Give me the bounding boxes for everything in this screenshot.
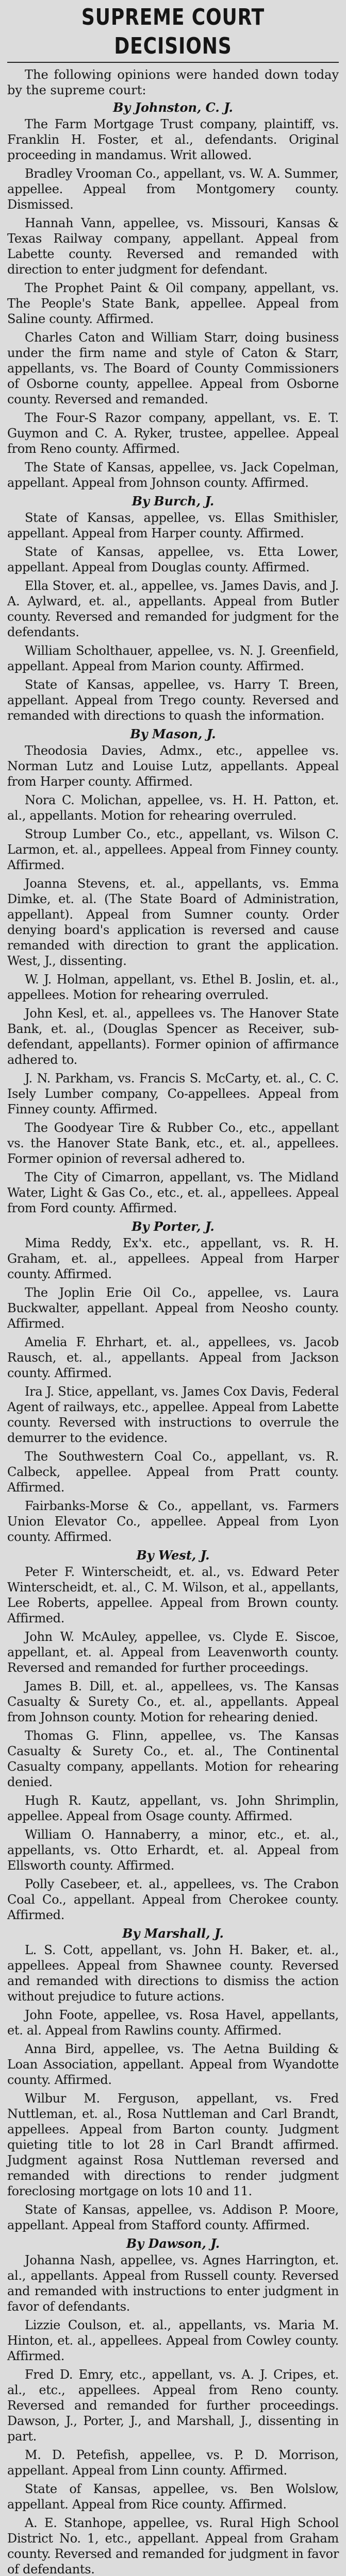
case-party: State of Kansas, (25, 511, 135, 525)
case-text: appellant, vs. John Shrimplin, appellee. Appeal from Osage county. Affirmed. (7, 1793, 339, 1823)
case-text: appellant, vs. James Cox Davis, Federal Agent of railways, etc., appellee. Appeal from Labette county. Reversed with instructions to overrule the demurrer to the evidence. (7, 1384, 339, 1445)
case-party: State of Kansas, (25, 545, 144, 559)
headline: SUPREME COURT DECISIONS (81, 4, 265, 59)
case-text: appellant, vs. Fred Nuttleman, et. al., Rosa Nuttleman and Carl Brandt, appellees. Appeal from Barton county. Judgment quieting title to lot 28 in Carl Brandt affirmed. Judgment against Rosa Nuttleman reversed and remanded with directions to render judgment foreclosing mortgage on lots 10 and 11. (7, 2091, 339, 2198)
section-heading: By Marshall, J. (122, 1926, 224, 1941)
case-text: appellant, vs. R. Calbeck, appellee. Appeal from Pratt county. Affirmed. (7, 1449, 339, 1495)
section-heading: By Dawson, J. (126, 2236, 220, 2251)
case-text: appellant, vs. Farmers Union Elevator Co., appellee. Appeal from Lyon county. Affirmed. (7, 1499, 339, 1544)
case-entry (7, 1006, 339, 1067)
case-text: et. al., vs. Edward Peter Winterscheidt, et. al., C. M. Wilson, et al., appellants, Lee Roberts, appellee. Appeal from Brown county. Affirmed. (7, 1565, 339, 1625)
case-entry (7, 280, 339, 327)
case-party: Polly Casebeer, (25, 1877, 121, 1891)
case-party: John Foote, (25, 2008, 97, 2022)
case-text: appellee, vs. Clyde E. Siscoe, appellant, et. al. Appeal from Leavenworth county. Reversed and remanded for further proceedings. (7, 1630, 339, 1675)
case-text: etc., appellant, vs. Wilson C. Larmon, et. al., appellees. Appeal from Finney county. Affirmed. (7, 827, 339, 872)
case-party: Wilbur M. Ferguson, (25, 2091, 179, 2106)
case-text: appellee, vs. Laura Buckwalter, appellant. Appeal from Neosho county. Affirmed. (7, 1285, 339, 1331)
case-entry (7, 1728, 339, 1790)
case-entry (7, 215, 339, 277)
case-text: Admx., etc., appellee vs. Norman Lutz and Louise Lutz, appellants. Appeal from Harper county. Affirmed. (7, 743, 339, 789)
case-party: M. D. Petefish, (25, 2448, 129, 2462)
case-entry (7, 2041, 339, 2088)
case-entry (7, 1564, 339, 1626)
case-text: vs. Francis S. McCarty, et. al., C. C. Isely Lumber company, Co-appellees. Appeal from Finney county. Affirmed. (7, 1071, 339, 1116)
case-entry (7, 1384, 339, 1446)
case-party: W. J. Holman, (25, 972, 109, 987)
case-party: The Prophet Paint & Oil company, (25, 281, 248, 295)
case-entry (7, 677, 339, 723)
case-text: Ex'x. etc., appellant, vs. R. H. Graham, et. al., appellees. Appeal from Harper county. Affirmed. (7, 1236, 339, 1281)
case-entry (7, 1679, 339, 1725)
case-party: Hannah Vann, (25, 216, 116, 230)
case-entry (7, 410, 339, 456)
case-entry (7, 1071, 339, 1117)
case-text: appellee, vs. N. J. Greenfield, appellant. Appeal from Marion county. Affirmed. (7, 643, 339, 673)
case-text: appellee, vs. Addison P. Moore, appellant. Appeal from Stafford county. Affirmed. (7, 2202, 339, 2232)
opinions-list (7, 100, 339, 2576)
section-heading: By Johnston, C. J. (113, 100, 233, 115)
case-text: appellee, vs. Rural High School District No. 1, etc., appellant. Appeal from Graham county. Reversed and remanded for judgment in favor of defendants. (7, 2516, 339, 2576)
case-entry (7, 876, 339, 969)
case-entry (7, 330, 339, 407)
case-party: A. E. Stanhope, (25, 2516, 126, 2530)
section-heading: By Porter, J. (131, 1219, 215, 1234)
case-party: Amelia F. Ehrhart, (25, 1335, 147, 1349)
case-party: Mima Reddy, (25, 1236, 112, 1250)
case-party: Nora C. Molichan, (25, 793, 142, 807)
case-party: Joanna Stevens, (25, 876, 129, 891)
case-text: et. al., appellees, vs. The Kansas Casualty & Surety Co., et. al., appellants. Appeal from Johnson county. Motion for rehearing denied. (7, 1679, 339, 1724)
case-text: appellee, vs. Etta Lower, appellant. Appeal from Douglas county. Affirmed. (7, 545, 339, 574)
case-entry (7, 1449, 339, 1495)
case-text: et. al., appellee, vs. James Davis, and J. A. Aylward, et. al., appellants. Appeal from Butler county. Reversed and remanded for judgment for the defendants. (7, 579, 339, 639)
case-entry (7, 792, 339, 823)
case-entry (7, 2447, 339, 2478)
case-party: John W. McAuley, (25, 1630, 138, 1644)
case-party: The Joplin Erie Oil Co., (25, 1285, 196, 1300)
case-party: William O. Hannaberry, (25, 1827, 181, 1842)
case-text: appellee, vs. P. D. Morrison, appellant. Appeal from Linn county. Affirmed. (7, 2448, 339, 2478)
case-text: appellee, vs. Ellas Smithisler, appellant. Appeal from Harper county. Affirmed. (7, 511, 339, 540)
case-entry (7, 2515, 339, 2576)
case-party: L. S. Cott, (25, 1943, 93, 1957)
case-text: appellee, vs. Ben Wolslow, appellant. Appeal from Rice county. Affirmed. (7, 2482, 339, 2512)
case-party: Peter F. Winterscheidt, (25, 1565, 172, 1579)
case-party: James B. Dill, (25, 1679, 114, 1693)
case-party: The State of Kansas, (25, 460, 155, 474)
case-party: William Scholthauer, (25, 643, 153, 658)
case-entry (7, 743, 339, 789)
case-entry (7, 2317, 339, 2364)
case-party: State of Kansas, (25, 2202, 130, 2217)
case-text: appellant, vs. W. A. Summer, appellee. Appeal from Montgomery county. Dismissed. (7, 166, 339, 212)
case-text: appellant, vs. The People's State Bank, appellee. Appeal from Saline county. Affirmed. (7, 281, 339, 326)
case-entry (7, 578, 339, 640)
case-party: Lizzie Coulson, (25, 2318, 122, 2332)
case-text: et. al., appellees, vs. The Crabon Coal Co., appellant. Appeal from Cherokee county. Affirmed. (7, 1877, 339, 1922)
case-party: The Southwestern Coal Co., (25, 1449, 217, 1464)
case-entry (7, 1793, 339, 1824)
case-party: State of Kansas, (25, 2482, 141, 2496)
case-text: appellee, vs. Missouri, Kansas & Texas Railway company, appellant. Appeal from Labette county. Reversed and remanded with direction to enter judgment for defendant. (7, 216, 339, 277)
case-entry (7, 972, 339, 1003)
case-party: State of Kansas, (25, 677, 135, 692)
case-text: appellant, vs. The Midland Water, Light & Gas Co., etc., et. al., appellees. Appeal from Ford county. Affirmed. (7, 1170, 339, 1215)
case-party: Anna Bird, (25, 2042, 95, 2056)
case-text: et. al., appellees, vs. Jacob Rausch, et. al., appellants. Appeal from Jackson county. Affirmed. (7, 1335, 339, 1380)
case-entry (7, 643, 339, 674)
case-party: Fred D. Emry, (25, 2367, 114, 2382)
case-entry (7, 2252, 339, 2314)
section-heading: By West, J. (136, 1548, 210, 1563)
case-party: J. N. Parkham, (25, 1071, 113, 1086)
case-party: Ira J. Stice, (25, 1384, 93, 1399)
case-entry (7, 1942, 339, 2004)
intro-paragraph: The following opinions were handed down today by the supreme court: (7, 67, 339, 97)
case-text: appellee, vs. The Kansas Casualty & Surety Co., et. al., The Continental Casualty company, appellants. Motion for rehearing denied. (7, 1728, 339, 1789)
case-entry (7, 2091, 339, 2199)
case-text: appellee, vs. Harry T. Breen, appellant. Appeal from Trego county. Reversed and remanded with directions to quash the information. (7, 677, 339, 723)
case-entry (7, 2007, 339, 2038)
case-party: The Farm Mortgage Trust company, (25, 117, 257, 131)
case-entry (7, 1170, 339, 1216)
case-entry (7, 510, 339, 541)
case-entry (7, 2481, 339, 2512)
case-entry (7, 2367, 339, 2444)
case-text: appellee, vs. The Aetna Building & Loan Association, appellant. Appeal from Wyandotte county. Affirmed. (7, 2042, 339, 2087)
case-entry (7, 1629, 339, 1675)
case-party: Ella Stover, (25, 579, 95, 593)
case-party: Bradley Vrooman Co., (25, 166, 160, 181)
case-entry (7, 1120, 339, 1166)
case-text: et. al., appellants, vs. Maria M. Hinton, et. al., appellees. Appeal from Cowley county. Affirmed. (7, 2318, 339, 2363)
case-text: appellee, vs. H. H. Patton, et. al., appellants. Motion for rehearing overruled. (7, 793, 339, 823)
case-party: The Goodyear Tire & Rubber Co., (25, 1121, 243, 1135)
case-entry (7, 826, 339, 873)
case-text: appellee, vs. Rosa Havel, appellants, et. al. Appeal from Rawlins county. Affirmed. (7, 2008, 339, 2038)
case-party: Hugh R. Kautz, (25, 1793, 130, 1808)
case-entry (7, 1876, 339, 1923)
case-text: appellant, vs. Ethel B. Joslin, et. al., appellees. Motion for rehearing overruled. (7, 972, 339, 1002)
case-text: appellee, vs. Jack Copelman, appellant. Appeal from Johnson county. Affirmed. (7, 460, 339, 490)
headline-rule (7, 62, 339, 63)
case-entry (7, 1285, 339, 1331)
case-entry (7, 166, 339, 212)
case-text: et. al., appellants, vs. Emma Dimke, et. al. (The State Board of Administration, appellant). Appeal from Sumner county. Order denying board's application is reversed and cause remanded with direction to grant the application. West, J., dissenting. (7, 876, 339, 968)
case-entry (7, 1334, 339, 1381)
case-party: Johanna Nash, (25, 2253, 116, 2267)
section-heading: By Mason, J. (130, 726, 216, 741)
case-entry (7, 544, 339, 575)
case-entry (7, 1827, 339, 1873)
case-text: etc., appellant, vs. A. J. Cripes, et. al., etc., appellees. Appeal from Reno county. Reversed and remanded for further proceedings. Dawson, J., Porter, J., and Marshall, J., dissenting in part. (7, 2367, 339, 2444)
case-entry (7, 116, 339, 163)
case-entry (7, 2202, 339, 2233)
case-entry (7, 1235, 339, 1282)
case-text: appellee, vs. Agnes Harrington, et. al., appellants. Appeal from Russell county. Reversed and remanded with instructions to enter judgment in favor of defendants. (7, 2253, 339, 2314)
case-party: John Kesl, (25, 1006, 87, 1021)
case-text: et. al., appellees vs. The Hanover State Bank, et. al., (Douglas Spencer as Receiver, sub-defendant, appellants). Former opinion of affirmance adhered to. (7, 1006, 339, 1067)
case-entry (7, 1498, 339, 1545)
case-party: Thomas G. Flinn, (25, 1728, 148, 1743)
case-text: doing business under the firm name and style of Caton & Starr, appellants, vs. The Board of County Commissioners of Osborne county, appellee. Appeal from Osborne county. Reversed and remanded. (7, 330, 339, 406)
case-text: a minor, etc., et. al., appellants, vs. Otto Erhardt, et. al. Appeal from Ellsworth county. Affirmed. (7, 1827, 339, 1873)
case-party: The City of Cimarron, (25, 1170, 164, 1184)
section-heading: By Burch, J. (131, 494, 215, 509)
case-party: Stroup Lumber Co., (25, 827, 151, 841)
case-entry (7, 460, 339, 490)
case-text: appellant, vs. John H. Baker, et. al., appellees. Appeal from Shawnee county. Reversed and remanded with directions to dismiss the action without prejudice to future actions. (7, 1943, 339, 2004)
case-party: Charles Caton and William Starr, (25, 330, 239, 345)
case-party: The Four-S Razor company, (25, 411, 206, 425)
case-text: plaintiff, vs. Franklin H. Foster, et al., defendants. Original proceeding in mandamus. Writ allowed. (7, 117, 339, 162)
case-text: etc., appellant vs. the Hanover State Bank, etc., et. al., appellees. Former opinion of reversal adhered to. (7, 1121, 339, 1166)
case-party: Theodosia Davies, (25, 743, 146, 758)
case-party: Fairbanks-Morse & Co., (25, 1499, 182, 1513)
case-text: appellant, vs. E. T. Guymon and C. A. Ryker, trustee, appellee. Appeal from Reno county. Affirmed. (7, 411, 339, 456)
